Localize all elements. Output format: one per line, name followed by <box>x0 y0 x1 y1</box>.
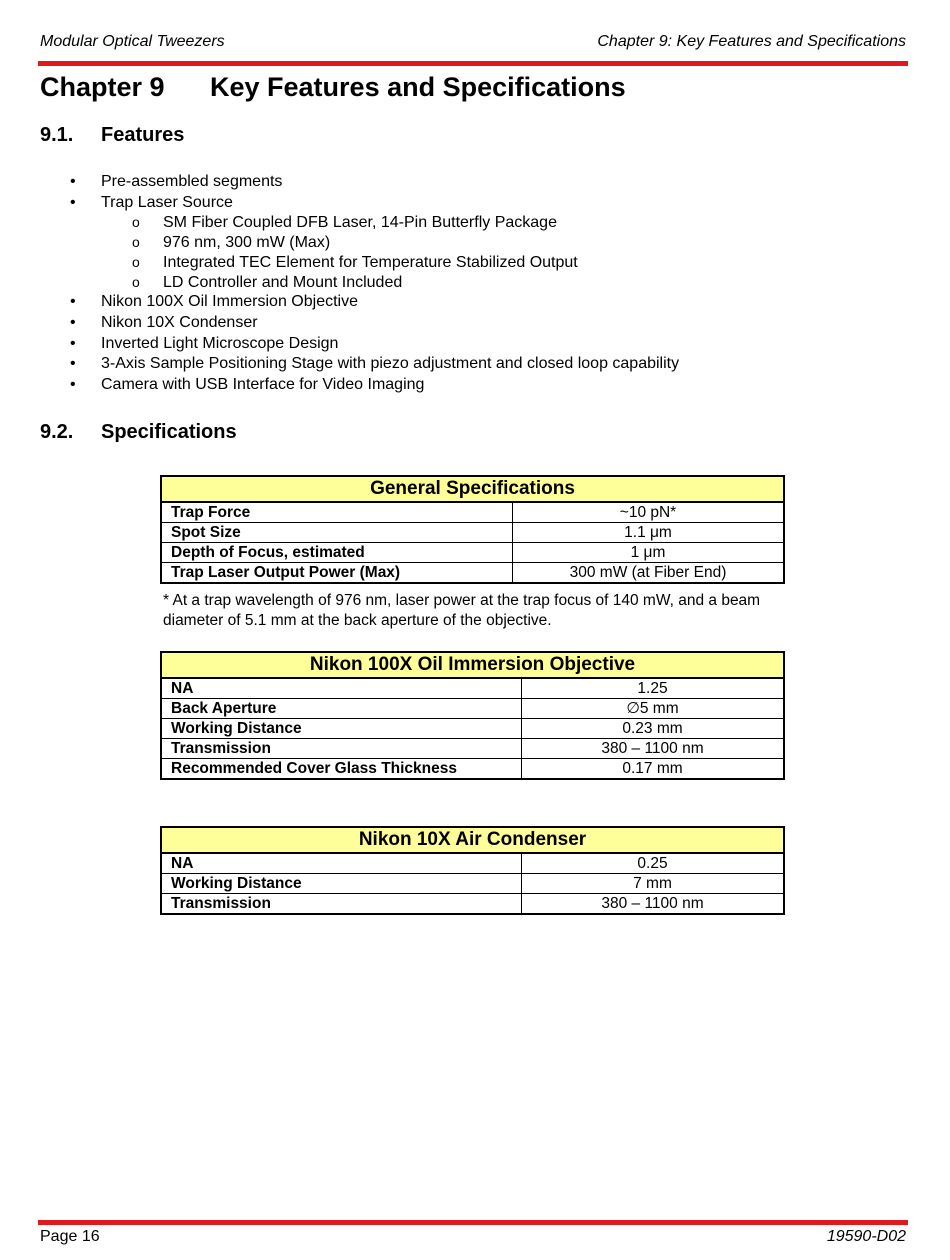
running-header-chapter: Chapter 9: Key Features and Specifications <box>597 33 906 50</box>
spec-value: 1.25 <box>522 678 785 699</box>
feature-subitem <box>0 253 679 273</box>
spec-label: Transmission <box>161 894 522 915</box>
spec-label: Trap Laser Output Power (Max) <box>161 563 513 584</box>
spec-label: Recommended Cover Glass Thickness <box>161 759 522 780</box>
chapter-heading <box>40 72 626 103</box>
spec-value: 0.17 mm <box>522 759 785 780</box>
bullet-icon: • <box>70 313 76 331</box>
circle-bullet-icon: o <box>132 253 140 270</box>
feature-item <box>0 375 679 396</box>
table-row <box>161 563 784 584</box>
table-title: Nikon 100X Oil Immersion Objective <box>161 652 784 678</box>
chapter-number: Chapter 9 <box>40 72 165 102</box>
table-row <box>161 699 784 719</box>
spec-value: 1 μm <box>513 543 785 563</box>
feature-text: Trap Laser Source <box>101 193 233 211</box>
spec-value: 0.23 mm <box>522 719 785 739</box>
spec-label: NA <box>161 678 522 699</box>
feature-subitem-text: 976 nm, 300 mW (Max) <box>163 233 331 251</box>
feature-subitem-text: Integrated TEC Element for Temperature Stabilized Output <box>163 253 578 271</box>
feature-text: Camera with USB Interface for Video Imaging <box>101 375 425 393</box>
table-row <box>161 523 784 543</box>
section-number: 9.2. <box>40 421 74 443</box>
general-specifications-table <box>160 475 785 584</box>
bullet-icon: • <box>70 375 76 393</box>
spec-value: 380 – 1100 nm <box>522 739 785 759</box>
feature-subitem-text: LD Controller and Mount Included <box>163 273 403 291</box>
feature-sublist <box>101 213 679 292</box>
section-title: Specifications <box>101 421 237 443</box>
circle-bullet-icon: o <box>132 233 140 250</box>
bullet-icon: • <box>70 173 76 190</box>
spec-label: Back Aperture <box>161 699 522 719</box>
bullet-icon: • <box>70 293 76 311</box>
condenser-specifications-table <box>160 826 785 915</box>
spec-label: Transmission <box>161 739 522 759</box>
spec-value: ∅5 mm <box>522 699 785 719</box>
table-row <box>161 874 784 894</box>
spec-value: 380 – 1100 nm <box>522 894 785 915</box>
spec-label: Trap Force <box>161 502 513 523</box>
spec-label: Depth of Focus, estimated <box>161 543 513 563</box>
header-rule <box>38 61 908 66</box>
spec-label: Working Distance <box>161 719 522 739</box>
spec-value: ~10 pN* <box>513 502 785 523</box>
table-footnote: * At a trap wavelength of 976 nm, laser power at the trap focus of 140 mW, and a beam diameter of 5.1 mm at the back aperture of the objective. <box>163 592 761 629</box>
features-heading <box>40 124 184 147</box>
table-row <box>161 894 784 915</box>
feature-text: Nikon 100X Oil Immersion Objective <box>101 293 358 311</box>
feature-item <box>0 334 679 355</box>
feature-item <box>0 354 679 375</box>
table-row <box>161 543 784 563</box>
spec-value: 300 mW (at Fiber End) <box>513 563 785 584</box>
feature-subitem <box>0 233 679 253</box>
footer-rule <box>38 1220 908 1225</box>
bullet-icon: • <box>70 334 76 352</box>
table-row <box>161 759 784 780</box>
objective-specifications-table <box>160 651 785 780</box>
table-title: Nikon 10X Air Condenser <box>161 827 784 853</box>
running-header-title: Modular Optical Tweezers <box>40 33 225 50</box>
feature-item <box>0 193 679 293</box>
spec-value: 1.1 μm <box>513 523 785 543</box>
feature-text: 3-Axis Sample Positioning Stage with piezo adjustment and closed loop capability <box>101 355 680 373</box>
table-row <box>161 853 784 874</box>
circle-bullet-icon: o <box>132 273 140 290</box>
bullet-icon: • <box>70 355 76 373</box>
table-row <box>161 502 784 523</box>
feature-text: Nikon 10X Condenser <box>101 313 258 331</box>
spec-value: 7 mm <box>522 874 785 894</box>
features-list <box>0 172 679 395</box>
table-title: General Specifications <box>161 476 784 502</box>
feature-item <box>0 172 679 193</box>
feature-subitem <box>0 273 679 293</box>
spec-label: Spot Size <box>161 523 513 543</box>
section-title: Features <box>101 124 185 146</box>
feature-text: Pre-assembled segments <box>101 173 283 190</box>
spec-label: Working Distance <box>161 874 522 894</box>
table-row <box>161 739 784 759</box>
section-number: 9.1. <box>40 124 74 146</box>
feature-item <box>0 313 679 334</box>
document-id: 19590-D02 <box>826 1228 906 1245</box>
chapter-title: Key Features and Specifications <box>210 72 626 102</box>
bullet-icon: • <box>70 193 76 211</box>
spec-label: NA <box>161 853 522 874</box>
table-row <box>161 678 784 699</box>
spec-value: 0.25 <box>522 853 785 874</box>
feature-subitem-text: SM Fiber Coupled DFB Laser, 14-Pin Butterfly Package <box>163 214 557 232</box>
feature-item <box>0 292 679 313</box>
table-row <box>161 719 784 739</box>
specifications-heading <box>40 421 237 444</box>
feature-subitem <box>0 213 679 233</box>
feature-text: Inverted Light Microscope Design <box>101 334 339 352</box>
circle-bullet-icon: o <box>132 214 140 231</box>
page-number: Page 16 <box>40 1228 100 1245</box>
